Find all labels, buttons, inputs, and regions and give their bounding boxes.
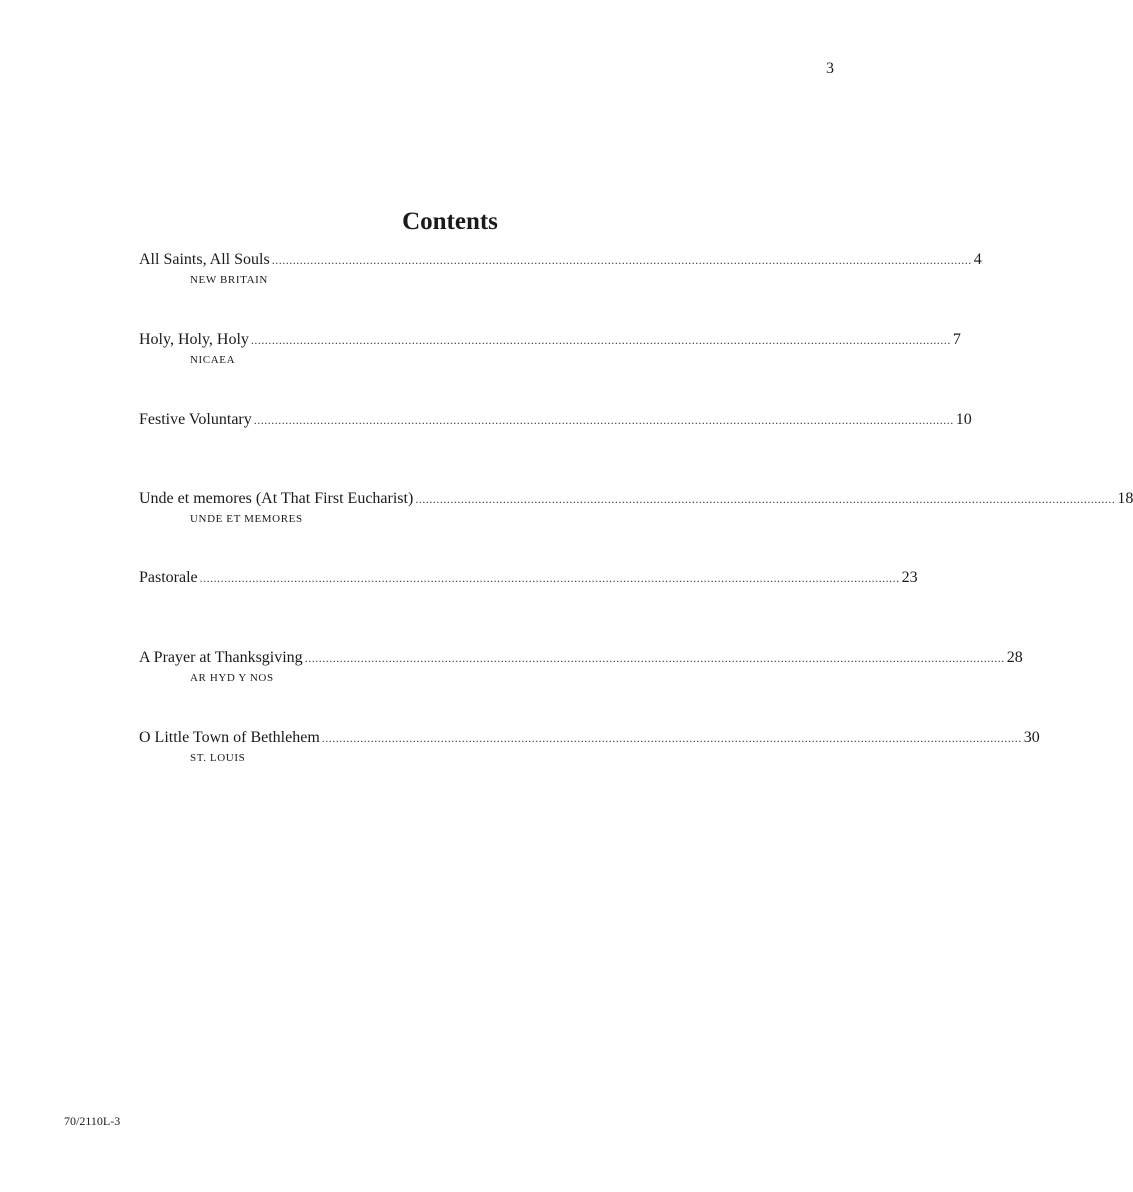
entry-page-number: 23 (901, 569, 918, 586)
toc-entry (139, 410, 972, 430)
page-number: 3 (826, 60, 834, 77)
entry-title: Unde et memores (At That First Eucharist) (139, 490, 414, 507)
toc-entry (139, 489, 1133, 526)
entry-tune-name: ST. LOUIS (190, 752, 246, 764)
toc-entry (139, 330, 961, 367)
dot-leader: ........................................................................................................................................................................................................ (199, 571, 900, 585)
dot-leader: ........................................................................................................................................................................................................ (253, 413, 954, 427)
entry-title: All Saints, All Souls (139, 251, 270, 268)
entry-title: A Prayer at Thanksgiving (139, 649, 303, 666)
toc-entry (139, 250, 982, 287)
entry-title: Pastorale (139, 569, 198, 586)
entry-tune-name: UNDE ET MEMORES (190, 513, 303, 525)
entry-page-number: 10 (955, 411, 972, 428)
toc-entry (139, 648, 1023, 685)
entry-title: Festive Voluntary (139, 411, 252, 428)
dot-leader: ........................................................................................................................................................................................................ (271, 253, 972, 267)
dot-leader: ........................................................................................................................................................................................................ (250, 333, 951, 347)
entry-tune-name: NICAEA (190, 354, 236, 366)
toc-entry (139, 728, 1040, 765)
entry-tune-name: AR HYD Y NOS (190, 672, 274, 684)
page-title: Contents (402, 208, 498, 235)
dot-leader: ........................................................................................................................................................................................................ (321, 731, 1022, 745)
entry-page-number: 30 (1023, 729, 1040, 746)
entry-title: O Little Town of Bethlehem (139, 729, 320, 746)
entry-page-number: 4 (973, 251, 982, 268)
entry-tune-name: NEW BRITAIN (190, 274, 268, 286)
entry-title: Holy, Holy, Holy (139, 331, 249, 348)
entry-page-number: 28 (1006, 649, 1023, 666)
toc-entry (139, 568, 918, 588)
dot-leader: ........................................................................................................................................................................................................ (415, 492, 1116, 506)
entry-page-number: 7 (952, 331, 961, 348)
entry-page-number: 18 (1117, 490, 1133, 507)
dot-leader: ........................................................................................................................................................................................................ (304, 651, 1005, 665)
catalog-code: 70/2110L-3 (64, 1114, 121, 1128)
